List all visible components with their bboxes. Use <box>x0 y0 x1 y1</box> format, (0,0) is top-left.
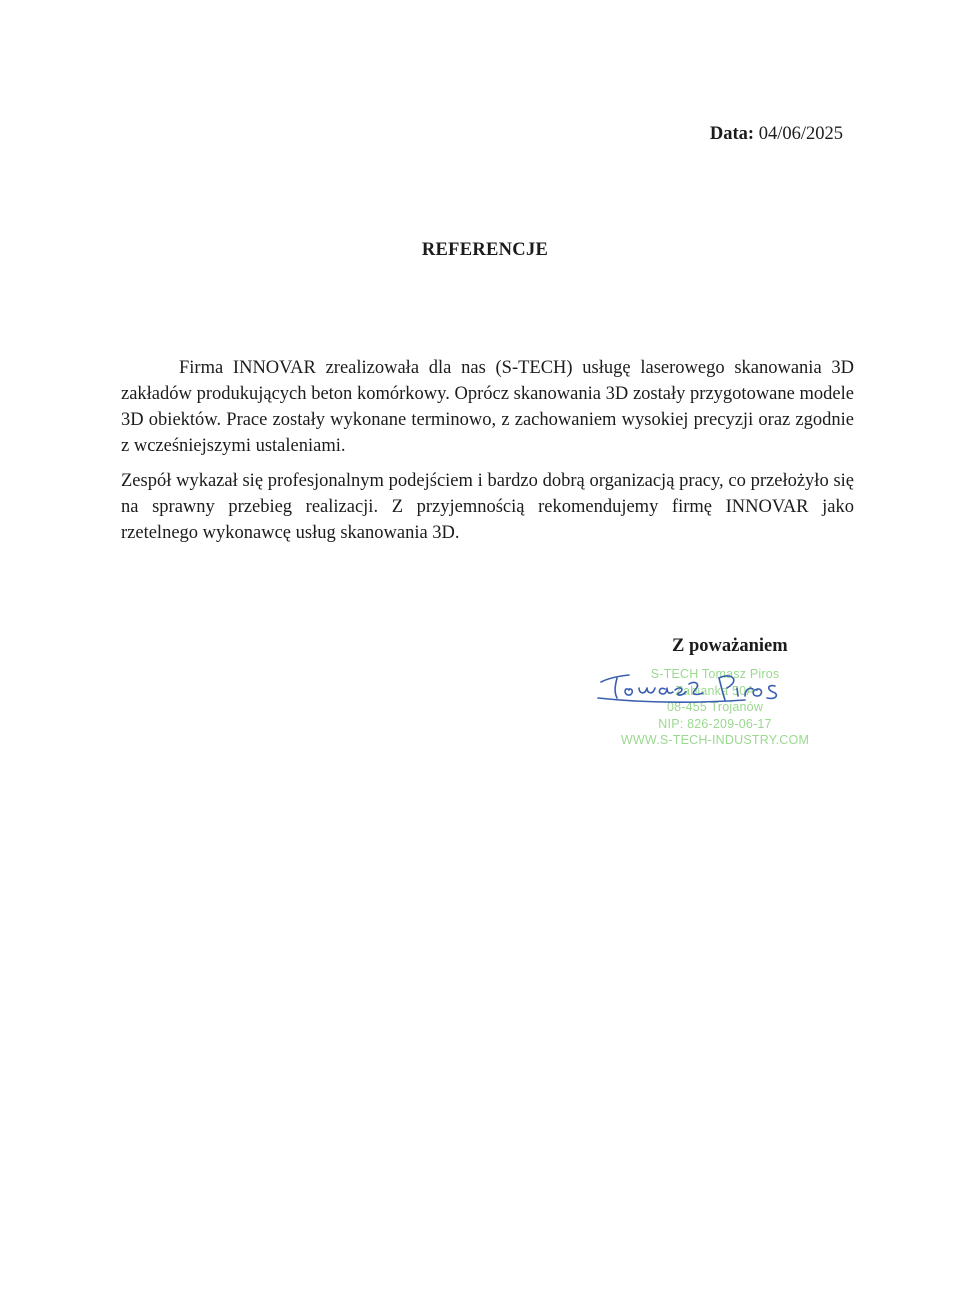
stamp-line-nip: NIP: 826-209-06-17 <box>658 716 772 731</box>
document-title-text: REFERENCJE <box>421 240 549 260</box>
document-title <box>0 240 971 261</box>
paragraph-2: Zespół wykazał się profesjonalnym podejściem i bardzo dobrą organizacją pracy, co przełożyło się na sprawny przebieg realizacji. Z przyjemnością rekomendujemy firmę INNOVAR jako rzetelnego wykonawcę usług skanowania 3D. <box>121 471 854 543</box>
closing-salutation: Z poważaniem <box>672 636 788 656</box>
paragraph-1: Firma INNOVAR zrealizowała dla nas (S-TECH) usługę laserowego skanowania 3D zakładów produkujących beton komórkowy. Oprócz skanowania 3D zostały przygotowane modele 3D obiektów. Prace zostały wykonane terminowo, z zachowaniem wysokiej precyzji oraz zgodnie z wcześniejszymi ustaleniami. <box>121 358 854 456</box>
stamp-line-city: 08-455 Trojanów <box>666 700 764 714</box>
company-stamp <box>590 666 840 749</box>
stamp-line-street: Zabianka 50A <box>675 683 755 698</box>
date-line <box>710 124 843 145</box>
date-label: Data: <box>709 124 755 144</box>
date-value: 04/06/2025 <box>758 124 843 144</box>
body-text <box>121 355 854 546</box>
stamp-line-website: WWW.S-TECH-INDUSTRY.COM <box>620 733 810 747</box>
stamp-line-company: S-TECH Tomasz Piros <box>650 667 780 681</box>
